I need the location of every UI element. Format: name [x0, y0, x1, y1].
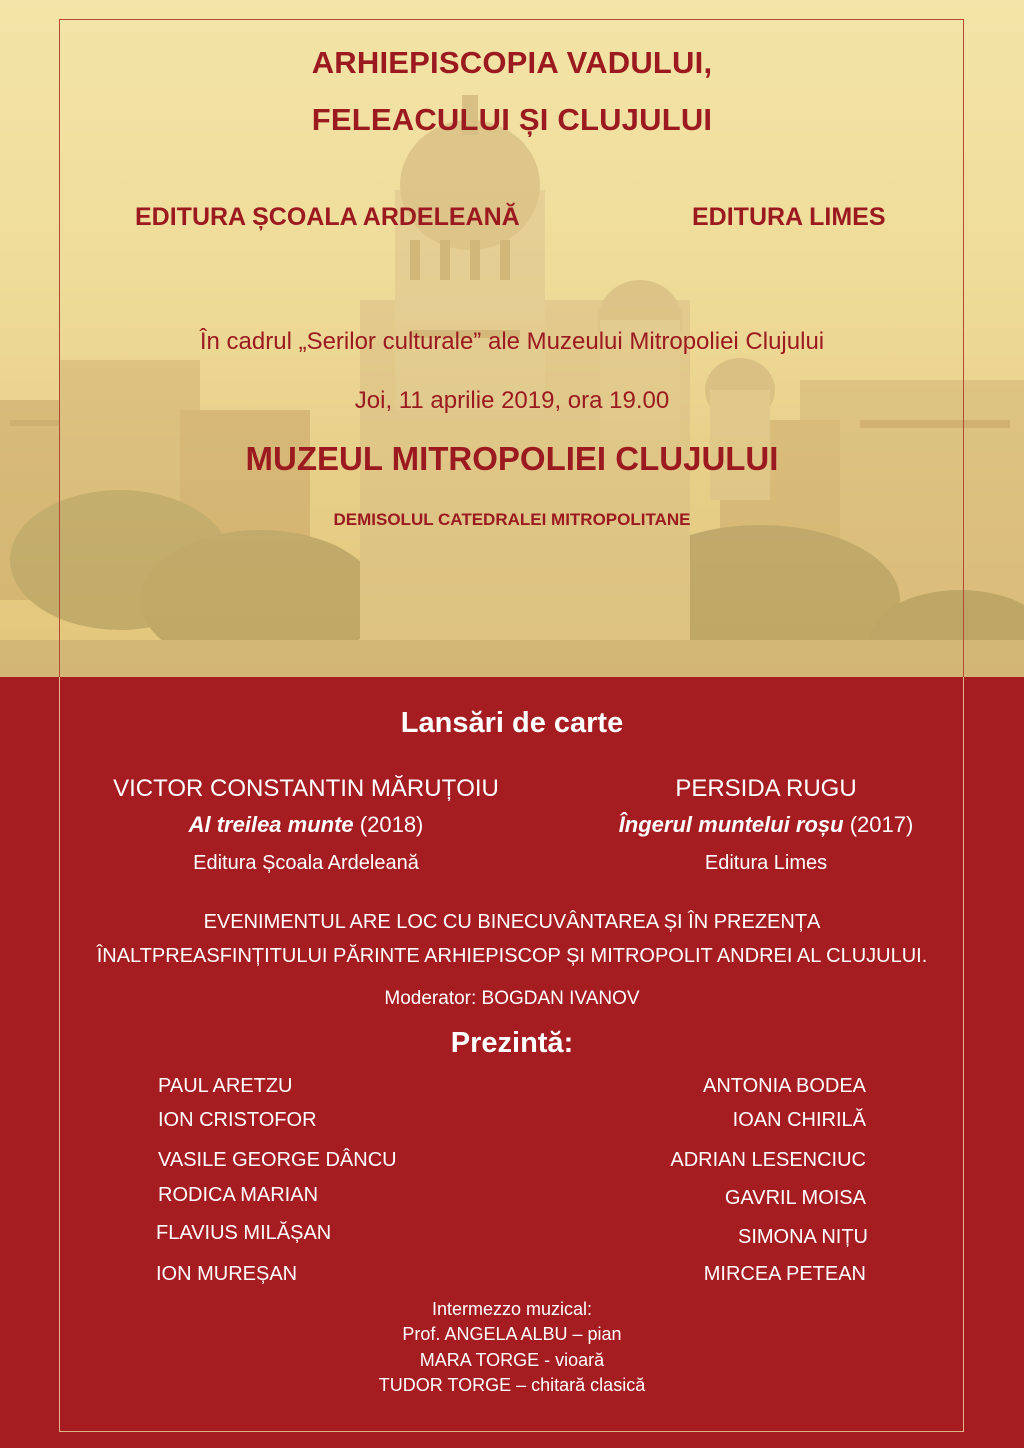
presenter-name: GAVRIL MOISA [724, 1187, 866, 1209]
presenter-name: SIMONA NIȚU [737, 1226, 868, 1248]
event-datetime: Joi, 11 aprilie 2019, ora 19.00 [354, 387, 670, 414]
music-performer: MARA TORGE - vioară [419, 1350, 605, 1370]
music-performer: Prof. ANGELA ALBU – pian [402, 1324, 622, 1344]
book-publisher: Editura Limes [704, 852, 828, 874]
presenter-name: FLAVIUS MILĂȘAN [156, 1222, 332, 1244]
blessing-line-2: ÎNALTPREASFINȚITULUI PĂRINTE ARHIEPISCOP ȘI MITROPOLIT ANDREI AL CLUJULUI. [96, 945, 928, 967]
book-title: Îngerul muntelui roșu [618, 812, 844, 837]
presenter-name: RODICA MARIAN [158, 1184, 319, 1206]
book-publisher: Editura Școala Ardeleană [193, 852, 419, 874]
presenter-name: ANTONIA BODEA [702, 1075, 866, 1097]
event-context: În cadrul „Serilor culturale” ale Muzeului Mitropoliei Clujului [199, 328, 825, 355]
book-title-line [566, 812, 966, 838]
moderator: Moderator: BOGDAN IVANOV [384, 988, 640, 1009]
music-title: Intermezzo muzical: [431, 1299, 593, 1319]
music-performer: TUDOR TORGE – chitară clasică [378, 1375, 646, 1395]
presenter-name: PAUL ARETZU [158, 1075, 293, 1097]
venue-title: MUZEUL MITROPOLIEI CLUJULUI [245, 440, 779, 477]
publisher-right: EDITURA LIMES [692, 203, 886, 231]
presenters-title: Prezintă: [450, 1027, 574, 1059]
presenter-name: VASILE GEORGE DÂNCU [158, 1149, 397, 1171]
presenter-name: MIRCEA PETEAN [703, 1263, 866, 1285]
presenter-name: ADRIAN LESENCIUC [670, 1149, 866, 1171]
presenter-name: ION MUREȘAN [156, 1263, 298, 1285]
book-year: (2018) [359, 812, 424, 837]
presenter-name: ION CRISTOFOR [158, 1109, 317, 1131]
organizer-line-2: FELEACULUI ȘI CLUJULUI [311, 102, 713, 137]
organizer-line-1: ARHIEPISCOPIA VADULUI, [311, 45, 713, 80]
book-title: Al treilea munte [188, 812, 354, 837]
presenter-name: IOAN CHIRILĂ [732, 1109, 866, 1131]
venue-detail: DEMISOLUL CATEDRALEI MITROPOLITANE [333, 510, 691, 529]
blessing-line-1: EVENIMENTUL ARE LOC CU BINECUVÂNTAREA ȘI ÎN PREZENȚA [203, 911, 821, 933]
book-author: PERSIDA RUGU [675, 775, 857, 802]
book-author: VICTOR CONSTANTIN MĂRUȚOIU [113, 775, 499, 802]
publisher-left: EDITURA ȘCOALA ARDELEANĂ [135, 203, 520, 231]
launches-title: Lansări de carte [400, 707, 624, 739]
book-year: (2017) [849, 812, 914, 837]
book-title-line [48, 812, 564, 838]
